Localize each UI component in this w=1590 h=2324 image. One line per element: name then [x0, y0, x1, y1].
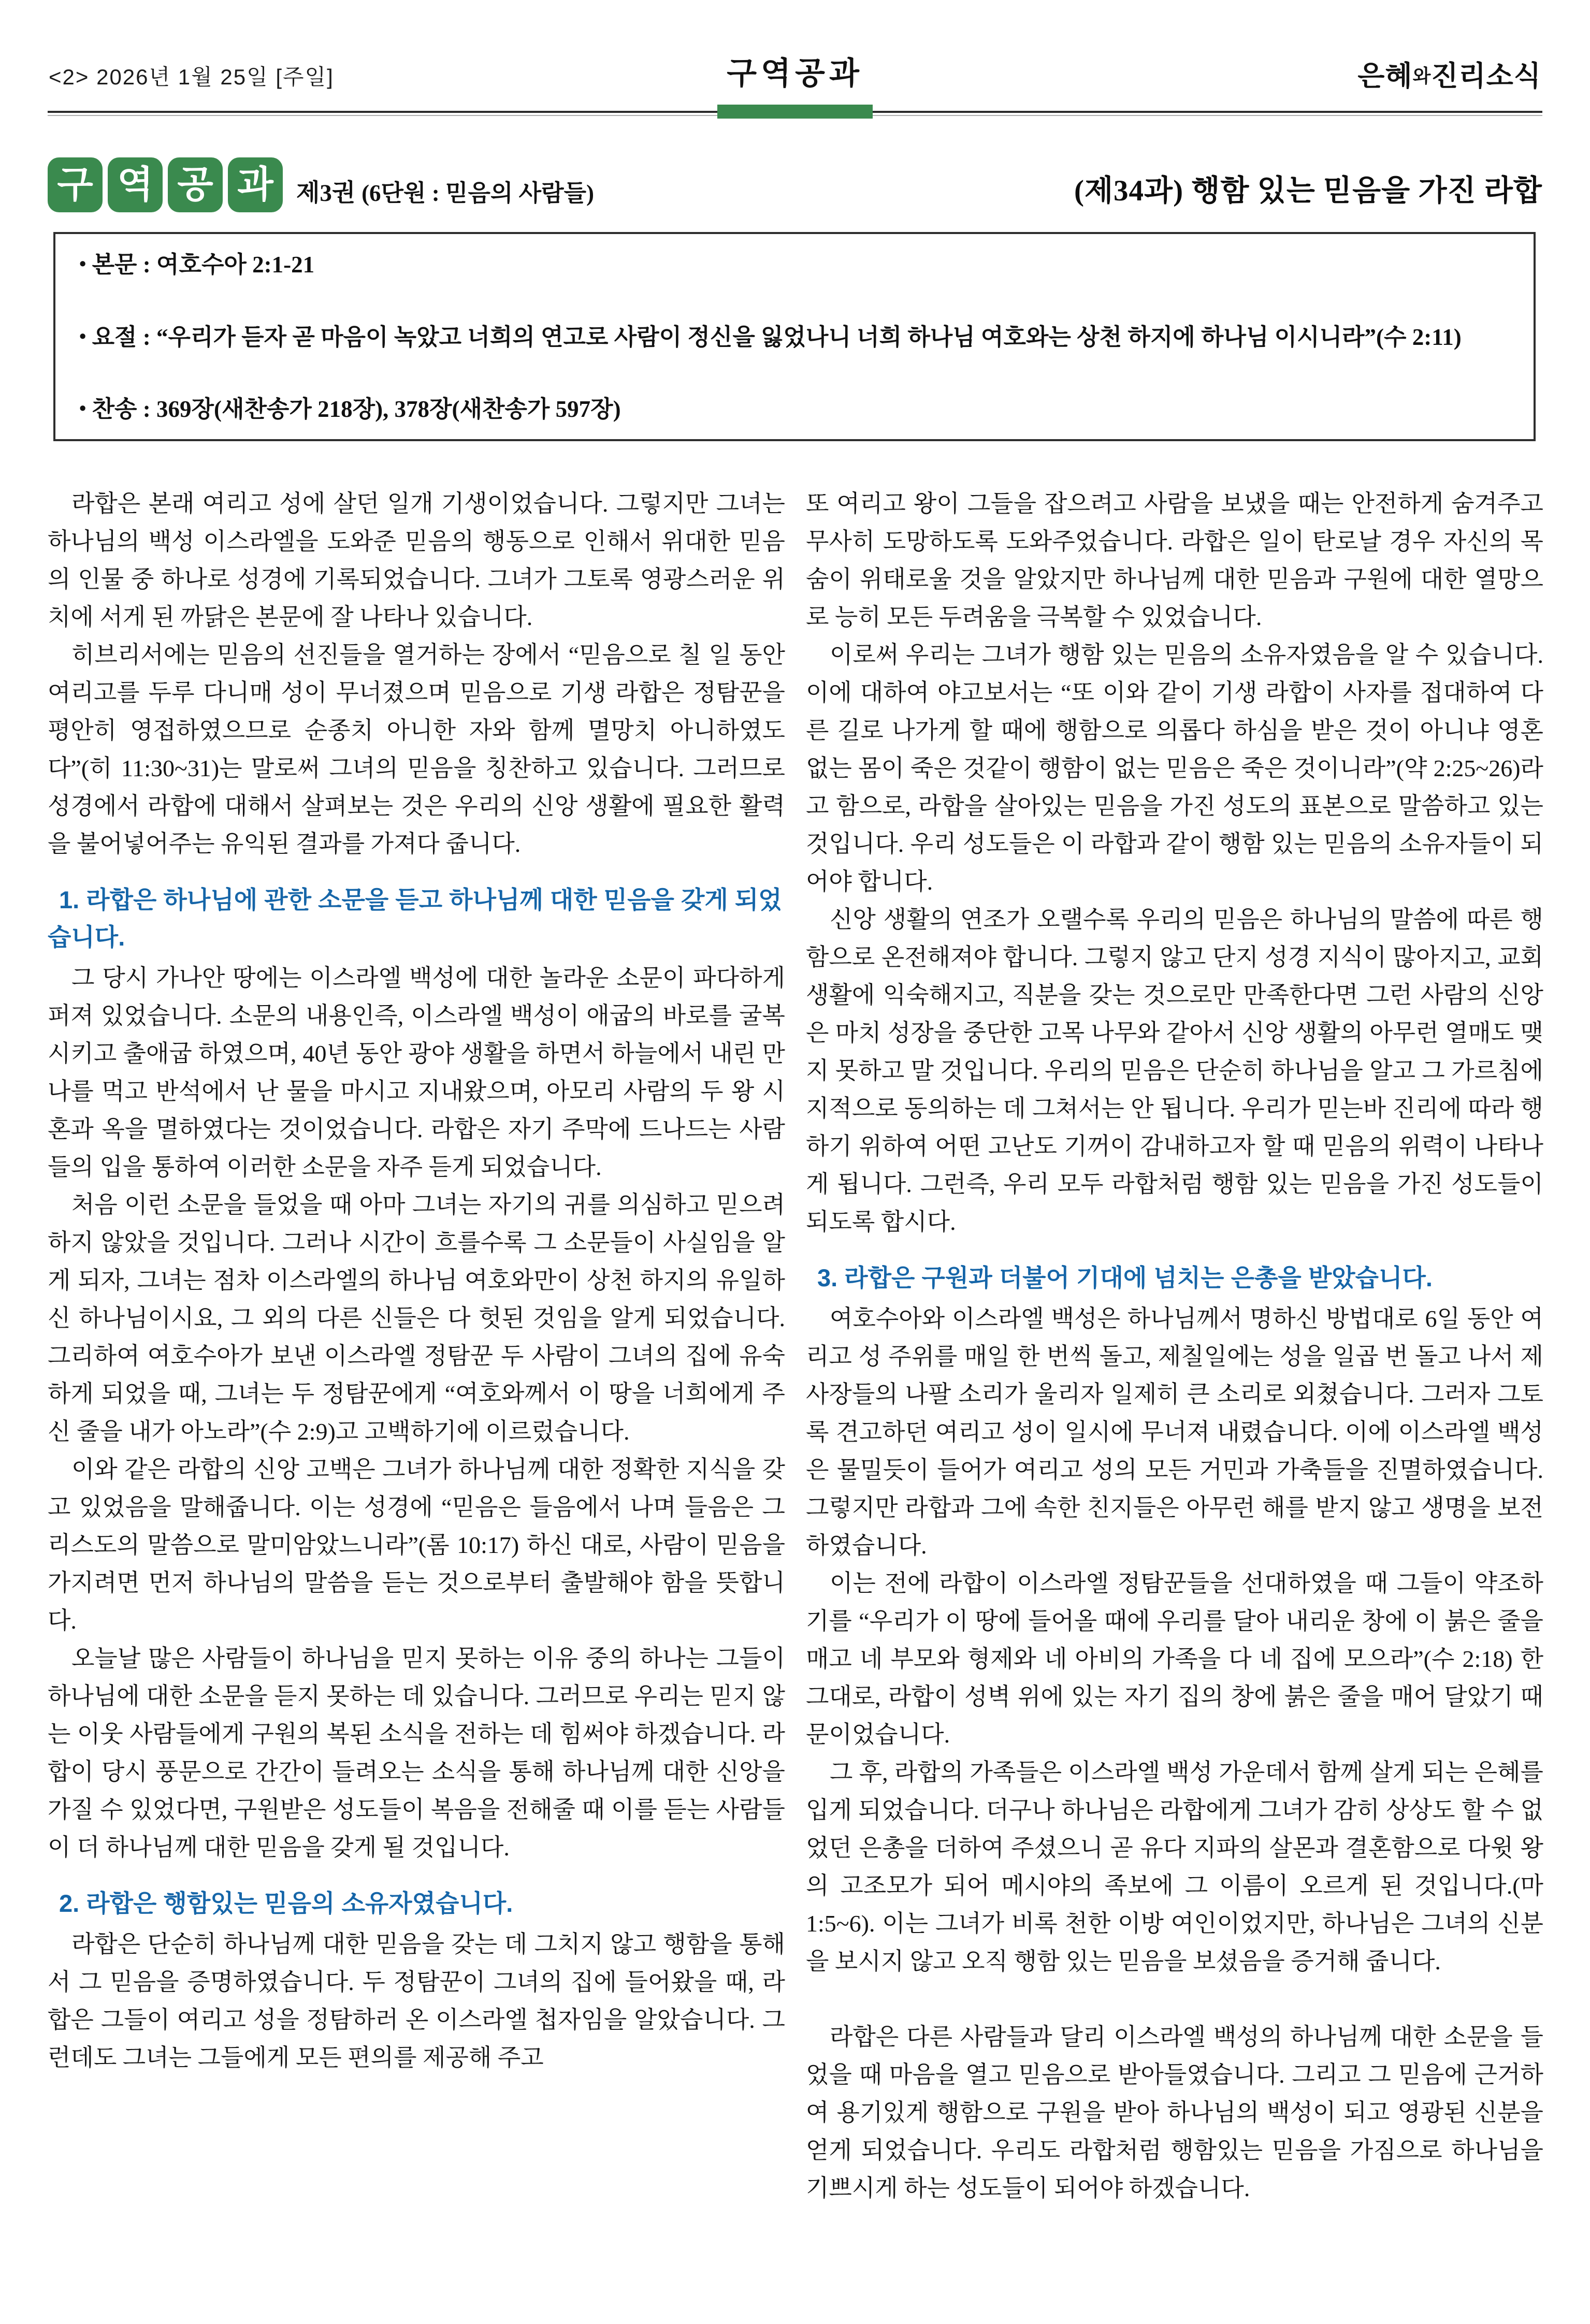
info-row-verse [79, 320, 1510, 354]
lesson-logo [48, 157, 283, 212]
paragraph: 이는 전에 라합이 이스라엘 정탐꾼들을 선대하였을 때 그들이 약조하기를 “우리가 이 땅에 들어올 때에 우리를 달아 내리운 창에 이 붉은 줄을 매고 네 부모와 형제와 네 아비의 가족을 다 네 집에 모으라”(수 2:18) 한 그대로, 라합이 성벽 위에 있는 자기 집의 창에 붉은 줄을 매어 달았기 때문이었습니다. [806, 1570, 1543, 1748]
paragraph: 그 후, 라합의 가족들은 이스라엘 백성 가운데서 함께 살게 되는 은혜를 입게 되었습니다. 더구나 하나님은 라합에게 그녀가 감히 상상도 할 수 없었던 은총을 더하여 주셨으니 곧 유다 지파의 살몬과 결혼함으로 다윗 왕의 고조모가 되어 메시야의 족보에 그 이름이 오르게 된 것입니다.(마 1:5~6). 이는 그녀가 비록 천한 이방 여인이었지만, 하나님은 그녀의 신분을 보시지 않고 오직 행함 있는 믿음을 보셨음을 증거해 줍니다. [806, 1759, 1543, 1974]
info-row-value: 여호수아 2:1-21 [156, 252, 315, 278]
paragraph: 이로써 우리는 그녀가 행함 있는 믿음의 소유자였음을 알 수 있습니다. 이에 대하여 야고보서는 “또 이와 같이 기생 라합이 사자를 접대하여 다른 길로 나가게 할 때에 행함으로 의롭다 하심을 받은 것이 아니냐 영혼 없는 몸이 죽은 것같이 행함이 없는 믿음은 죽은 것이니라”(약 2:25~26)라고 함으로, 라합을 살아있는 믿음을 가진 성도의 표본으로 말씀하고 있는 것입니다. 우리 성도들은 이 라합과 같이 행함 있는 믿음의 소유자들이 되어야 합니다. [806, 642, 1543, 895]
logo-char-box: 역 [108, 157, 163, 212]
paragraph: 여호수아와 이스라엘 백성은 하나님께서 명하신 방법대로 6일 동안 여리고 성 주위를 매일 한 번씩 돌고, 제칠일에는 성을 일곱 번 돌고 나서 제사장들의 나팔 소리가 울리자 일제히 큰 소리로 외쳤습니다. 그러자 그토록 견고하던 여리고 성이 일시에 무너져 내렸습니다. 이에 이스라엘 백성은 물밀듯이 들어가 여리고 성의 모든 거민과 가축들을 진멸하였습니다. 그렇지만 라합과 그에 속한 친지들은 아무런 해를 받지 않고 생명을 보전하였습니다. [806, 1305, 1543, 1559]
bullet-icon: • [79, 398, 86, 419]
brand-text: 은혜 [1357, 61, 1413, 92]
paragraph: 그 당시 가나안 땅에는 이스라엘 백성에 대한 놀라운 소문이 파다하게 퍼져 있었습니다. 소문의 내용인즉, 이스라엘 백성이 애굽의 바로를 굴복시키고 출애굽 하였으며, 40년 동안 광야 생활을 하면서 하늘에서 내린 만나를 먹고 반석에서 난 물을 마시고 지내왔으며, 아모리 사람의 두 왕 시혼과 옥을 멸하였다는 것이었습니다. 라합은 자기 주막에 드나드는 사람들의 입을 통하여 이러한 소문을 자주 듣게 되었습니다. [48, 965, 785, 1180]
page-number-date: <2> 2026년 1월 25일 [주일] [49, 65, 334, 89]
paragraph-continuation: 또 여리고 왕이 그들을 잡으려고 사람을 보냈을 때는 안전하게 숨겨주고 무사히 도망하도록 도와주었습니다. 라합은 일이 탄로날 경우 자신의 목숨이 위태로울 것을 알았지만 하나님께 대한 믿음과 구원에 대한 열망으로 능히 모든 두려움을 극복할 수 있었습니다. [806, 490, 1543, 630]
section-heading-3: 3. 라합은 구원과 더불어 기대에 넘치는 은총을 받았습니다. [817, 1264, 1433, 1291]
info-row-label: 찬송 [92, 396, 137, 422]
bullet-icon: • [79, 253, 86, 275]
paragraph: 처음 이런 소문을 들었을 때 아마 그녀는 자기의 귀를 의심하고 믿으려 하지 않았을 것입니다. 그러나 시간이 흐를수록 그 소문들이 사실임을 알게 되자, 그녀는 점차 이스라엘의 하나님 여호와만이 상천 하지의 유일하신 하나님이시요, 그 외의 다른 신들은 다 헛된 것임을 알게 되었습니다. 그리하여 여호수아가 보낸 이스라엘 정탐꾼 두 사람이 그녀의 집에 유숙하게 되었을 때, 그녀는 두 정탐꾼에게 “여호와께서 이 땅을 너희에게 주신 줄을 내가 아노라”(수 2:9)고 고백하기에 이르렀습니다. [48, 1192, 785, 1445]
paragraph: 오늘날 많은 사람들이 하나님을 믿지 못하는 이유 중의 하나는 그들이 하나님에 대한 소문을 듣지 못하는 데 있습니다. 그러므로 우리는 믿지 않는 이웃 사람들에게 구원의 복된 소식을 전하는 데 힘써야 하겠습니다. 라합이 당시 풍문으로 간간이 들려오는 소식을 통해 하나님께 대한 신앙을 가질 수 있었다면, 구원받은 성도들이 복음을 전해줄 때 이를 듣는 사람들이 더 하나님께 대한 믿음을 갖게 될 것입니다. [48, 1645, 785, 1861]
running-head-title: 구역공과 [727, 56, 863, 91]
paragraph: 신앙 생활의 연조가 오랠수록 우리의 믿음은 하나님의 말씀에 따른 행함으로 온전해져야 합니다. 그렇지 않고 단지 성경 지식이 많아지고, 교회 생활에 익숙해지고, 직분을 갖는 것으로만 만족한다면 그런 사람의 신앙은 마치 성장을 중단한 고목 나무와 같아서 신앙 생활의 아무런 열매도 맺지 못하고 말 것입니다. 우리의 믿음은 단순히 하나님을 알고 그 가르침에 지적으로 동의하는 데 그쳐서는 안 됩니다. 우리가 믿는바 진리에 따라 행하기 위하여 어떤 고난도 기꺼이 감내하고자 할 때 믿음의 위력이 나타나게 됩니다. 그런즉, 우리 모두 라합처럼 행함 있는 믿음을 가진 성도들이 되도록 합시다. [806, 906, 1543, 1235]
masthead [48, 149, 1542, 212]
volume-label: 제3권 [296, 180, 356, 207]
section-heading-1: 1. 라합은 하나님에 관한 소문을 듣고 하나님께 대한 믿음을 갖게 되었습니다. [48, 886, 782, 951]
publication-brand [1357, 54, 1541, 94]
logo-char-box: 과 [228, 157, 283, 212]
info-row-colon: : [137, 396, 157, 422]
unit-label: (6단원 : 믿음의 사람들) [362, 180, 595, 206]
right-column [806, 485, 1543, 2207]
info-row-colon: : [137, 324, 157, 350]
info-row-hymn [79, 392, 1510, 426]
brand-text-small: 와 [1412, 66, 1432, 86]
scripture-info-box [53, 232, 1536, 441]
bullet-icon: • [79, 325, 86, 347]
info-row-colon: : [137, 252, 157, 278]
info-row-value: “우리가 듣자 곧 마음이 녹았고 너희의 연고로 사람이 정신을 잃었나니 너희 하나님 여호와는 상천 하지에 하나님 이시니라”(수 2:11) [156, 324, 1462, 350]
info-row-text [79, 248, 1510, 281]
header-accent-bar [717, 105, 873, 119]
info-row-value: 369장(새찬송가 218장), 378장(새찬송가 597장) [156, 396, 621, 422]
paragraph: 라합은 단순히 하나님께 대한 믿음을 갖는 데 그치지 않고 행함을 통해서 그 믿음을 증명하였습니다. 두 정탐꾼이 그녀의 집에 들어왔을 때, 라합은 그들이 여리고 성을 정탐하러 온 이스라엘 첩자임을 알았습니다. 그런데도 그녀는 그들에게 모든 편의를 제공해 주고 [48, 1931, 785, 2071]
info-row-label: 본문 [92, 252, 137, 278]
paragraph: 이와 같은 라합의 신앙 고백은 그녀가 하나님께 대한 정확한 지식을 갖고 있었음을 말해줍니다. 이는 성경에 “믿음은 들음에서 나며 들음은 그리스도의 말씀으로 말미암았느니라”(롬 10:17) 하신 대로, 사람이 믿음을 가지려면 먼저 하나님의 말씀을 듣는 것으로부터 출발해야 함을 뜻합니다. [48, 1456, 785, 1634]
info-row-label: 요절 [92, 324, 137, 350]
volume-and-unit [296, 173, 594, 212]
paragraph: 히브리서에는 믿음의 선진들을 열거하는 장에서 “믿음으로 칠 일 동안 여리고를 두루 다니매 성이 무너졌으며 믿음으로 기생 라합은 정탐꾼을 평안히 영접하였으므로 순종치 아니한 자와 함께 멸망치 아니하였도다”(히 11:30~31)는 말로써 그녀의 믿음을 칭찬하고 있습니다. 그러므로 성경에서 라합에 대해서 살펴보는 것은 우리의 신앙 생활에 필요한 활력을 불어넣어주는 유익된 결과를 가져다 줍니다. [48, 642, 785, 857]
brand-text: 진리소식 [1431, 61, 1541, 92]
paragraph: 라합은 본래 여리고 성에 살던 일개 기생이었습니다. 그렇지만 그녀는 하나님의 백성 이스라엘을 도와준 믿음의 행동으로 인해서 위대한 믿음의 인물 중 하나로 성경에 기록되었습니다. 그녀가 그토록 영광스러운 위치에 서게 된 까닭은 본문에 잘 나타나 있습니다. [48, 490, 785, 630]
logo-char-box: 구 [48, 157, 103, 212]
logo-char-box: 공 [168, 157, 223, 212]
lesson-title: (제34과) 행함 있는 믿음을 가진 라합 [1074, 175, 1542, 207]
paragraph: 라합은 다른 사람들과 달리 이스라엘 백성의 하나님께 대한 소문을 들었을 때 마음을 열고 믿음으로 받아들였습니다. 그리고 그 믿음에 근거하여 용기있게 행함으로 구원을 받아 하나님의 백성이 되고 영광된 신분을 얻게 되었습니다. 우리도 라합처럼 행함있는 믿음을 가짐으로 하나님을 기쁘시게 하는 성도들이 되어야 하겠습니다. [806, 2024, 1543, 2201]
section-heading-2: 2. 라합은 행함있는 믿음의 소유자였습니다. [59, 1890, 513, 1917]
left-column [48, 485, 785, 2076]
